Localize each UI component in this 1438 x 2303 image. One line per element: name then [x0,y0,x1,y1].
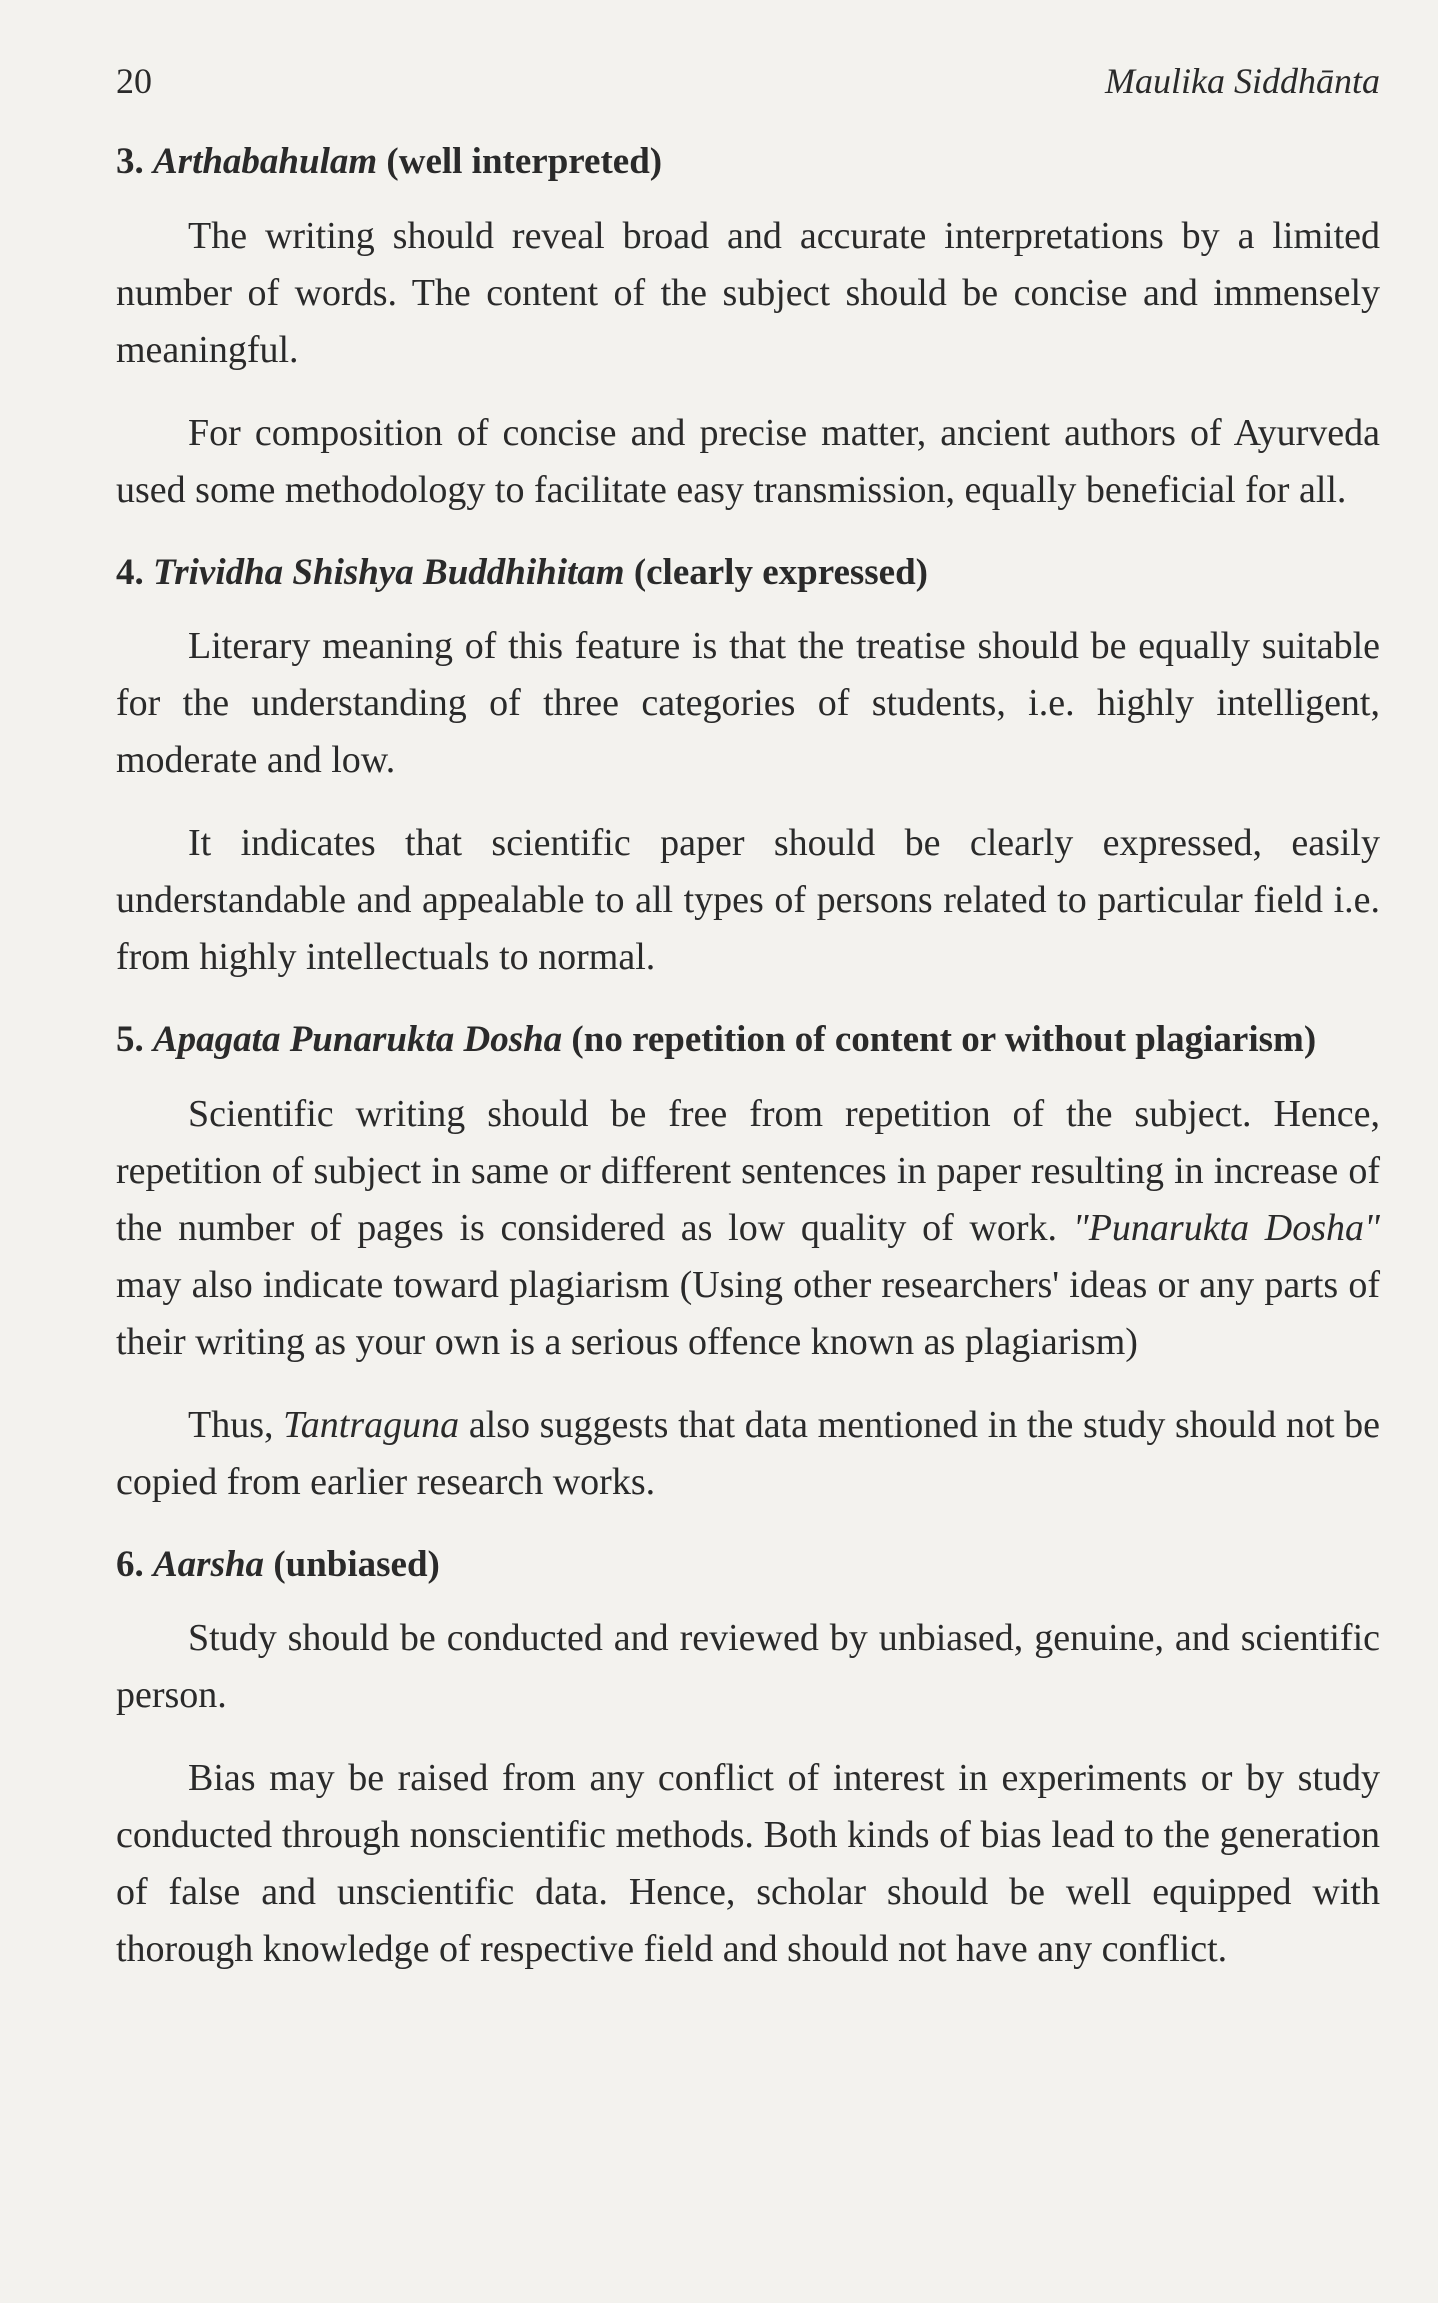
paragraph [116,1086,1380,1371]
section-number: 6. [116,1543,144,1585]
section-gloss: (clearly expressed) [633,551,929,593]
section-arthabahulam [116,134,1380,519]
running-title: Maulika Siddhānta [1105,61,1380,101]
section-term: Aarsha [153,1543,265,1585]
section-heading [116,1537,1380,1593]
italic-term: Tantraguna [283,1403,460,1446]
paragraph: For composition of concise and precise matter, ancient authors of Ayurveda used some methodology to facilitate easy transmission, equally beneficial for all. [116,411,1380,511]
section-heading [116,545,1380,601]
paragraph-text: also suggests that data mentioned in the study should not be copied from earlier research works. [116,1403,1381,1503]
section-term: Trividha Shishya Buddhihitam [153,551,625,593]
paragraph [116,1397,1380,1511]
section-number: 3. [116,141,144,182]
paragraph: Bias may be raised from any conflict of interest in experiments or by study conducted through nonscientific methods. Both kinds of bias lead to the generation of false and unscientific data. Hence, scholar should be well equipped with thorough knowledge of respective field and should not have any conflict. [116,1757,1380,1970]
page-header [116,60,1380,102]
section-heading [116,1012,1380,1068]
section-trividha-shishya-buddhihitam [116,545,1380,987]
section-term: Arthabahulam [153,141,378,182]
paragraph: The writing should reveal broad and accurate interpretations by a limited number of words. The content of the subject should be concise and immensely meaningful. [116,214,1380,371]
section-number: 5. [116,1019,144,1060]
section-gloss: (unbiased) [273,1543,440,1585]
section-gloss: (no repetition of content or without plagiarism) [571,1019,1317,1060]
paragraph-text: may also indicate toward plagiarism (Using other researchers' ideas or any parts of their writing as your own is a serious offence known as plagiarism) [116,1263,1380,1363]
paragraph-text: Scientific writing should be free from repetition of the subject. Hence, repetition of subject in same or different sentences in paper resulting in increase of the number of pages is considered as low quality of work. [116,1092,1380,1249]
section-gloss: (well interpreted) [386,141,663,182]
section-aarsha [116,1537,1380,1979]
section-apagata-punarukta-dosha [116,1012,1380,1511]
italic-term: "Punarukta Dosha" [1072,1206,1380,1249]
page-content [116,134,1380,1978]
paragraph: Study should be conducted and reviewed by unbiased, genuine, and scientific person. [116,1617,1380,1716]
paragraph: Literary meaning of this feature is that the treatise should be equally suitable for the understanding of three categories of students, i.e. highly intelligent, moderate and low. [116,625,1380,781]
section-term: Apagata Punarukta Dosha [153,1019,563,1060]
section-heading [116,134,1380,190]
page-number: 20 [116,61,152,101]
paragraph-text: Thus, [188,1403,274,1446]
section-number: 4. [116,551,144,593]
paragraph: It indicates that scientific paper should be clearly expressed, easily understandable and appealable to all types of persons related to particular field i.e. from highly intellectuals to normal. [116,822,1380,978]
